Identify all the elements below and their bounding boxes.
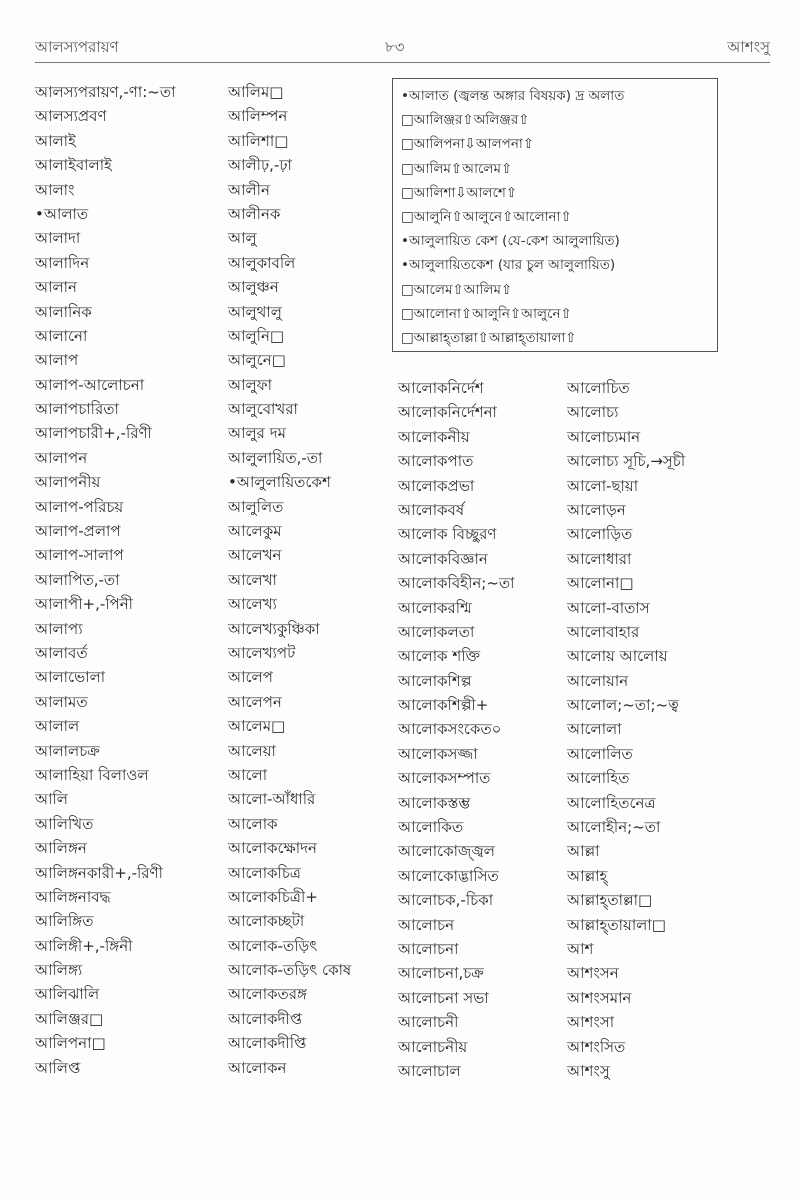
dictionary-entry: আলুনে□: [228, 351, 286, 370]
dictionary-entry: আলাইবালাই: [35, 156, 112, 175]
dictionary-entry: আলুর দম: [228, 424, 286, 443]
note-entry: □আলিশা⇩আলশে⇧: [401, 184, 518, 201]
note-entry: •আলুলায়িত কেশ (যে-কেশ আলুলায়িত): [401, 233, 620, 250]
dictionary-entry: আলোকচিত্রী+: [228, 887, 318, 906]
dictionary-entry: আলস্যপ্রবণ: [35, 107, 107, 126]
dictionary-entry: আলেপ: [228, 668, 273, 687]
dictionary-entry: আলোয় আলোয়: [567, 647, 668, 666]
note-entry: □আলোনা⇧আলুনি⇧আলুনে⇧: [401, 305, 572, 322]
dictionary-entry: আলোহিতনেত্র: [567, 793, 656, 812]
dictionary-entry: আশংসমান: [567, 988, 632, 1007]
dictionary-entry: আলীঢ়,-ঢ়া: [228, 156, 292, 175]
dictionary-entry: আল্লাহ্: [567, 866, 608, 885]
dictionary-entry: আলোনা□: [567, 574, 634, 593]
note-entry: •আলুলায়িতকেশ (যার চুল আলুলায়িত): [401, 257, 616, 274]
dictionary-entry: আলেখন: [228, 546, 282, 565]
dictionary-entry: আলাপন: [35, 448, 88, 467]
dictionary-entry: আলিঙ্গ্য: [35, 961, 83, 980]
dictionary-entry: আলোচিত: [567, 379, 630, 397]
dictionary-entry: আলিঝালি: [35, 985, 100, 1004]
dictionary-entry: আলুফা: [228, 375, 272, 394]
dictionary-entry: আলোকনির্দেশ: [398, 379, 484, 397]
dictionary-entry: আলোক শক্তি: [398, 647, 481, 666]
dictionary-entry: আলোকদীপ্তি: [228, 1034, 307, 1053]
dictionary-entry: আলাই: [35, 131, 76, 150]
dictionary-entry: আলোকোজ্জ্বল: [398, 842, 495, 861]
dictionary-entry: আলাপ: [35, 351, 79, 370]
dictionary-entry: আলিম্পন: [228, 107, 288, 126]
dictionary-entry: আলিঙ্গিত: [35, 912, 94, 931]
note-list: [401, 84, 717, 350]
dictionary-entry: আলোকক্ষোদন: [228, 839, 317, 858]
dictionary-entry: আল্লাহ্তাল্লা□: [567, 891, 653, 910]
dictionary-entry: আশংসু: [567, 1061, 610, 1080]
running-head: [35, 36, 770, 60]
dictionary-entry: আলোকোদ্ভাসিত: [398, 866, 499, 885]
dictionary-entry: আলাং: [35, 180, 75, 199]
dictionary-entry: আলোকবিহীন;~তা: [398, 574, 515, 593]
dictionary-entry: আলোক-তড়িৎ: [228, 936, 318, 955]
dictionary-entry: আলোহিত: [567, 769, 630, 788]
dictionary-entry: আলাপী+,-পিনী: [35, 595, 133, 614]
dictionary-entry: আশংসিত: [567, 1037, 626, 1056]
dictionary-entry: আলোহীন;~তা: [567, 818, 661, 837]
dictionary-entry: আলো-ছায়া: [567, 476, 639, 495]
dictionary-entry: আলু: [228, 229, 257, 248]
dictionary-entry: •আলাত: [35, 204, 89, 223]
dictionary-entry: আশংসা: [567, 1013, 615, 1032]
dictionary-entry: আলীন: [228, 180, 270, 199]
dictionary-entry: আলাপ-আলোচনা: [35, 375, 145, 394]
dictionary-entry: আলাপচারী+,-রিণী: [35, 424, 152, 443]
dictionary-entry: আলোচাল: [398, 1061, 461, 1080]
dictionary-entry: আলোকসম্পাত: [398, 769, 491, 788]
dictionary-entry: আলোকচ্ছটা: [228, 912, 305, 931]
dictionary-entry: •আলুলায়িতকেশ: [228, 473, 331, 492]
dictionary-entry: আলোচ্য সূচি,→সূচী: [567, 452, 686, 471]
dictionary-entry: আলোলা: [567, 720, 622, 739]
dictionary-entry: আলেখ্য: [228, 595, 277, 614]
dictionary-entry: আলোকসজ্জা: [398, 744, 478, 763]
dictionary-entry: আলাদিন: [35, 253, 90, 272]
dictionary-entry: আলাপিত,-তা: [35, 570, 120, 589]
dictionary-entry: আলোকচিত্র: [228, 863, 301, 882]
dictionary-entry: আলাদা: [35, 229, 81, 248]
dictionary-entry: আলাপ-সালাপ: [35, 546, 124, 565]
note-entry: •আলাত (জ্বলন্ত অঙ্গার বিষয়ক) দ্র অলাত: [401, 88, 625, 104]
dictionary-entry: আলোকপ্রভা: [398, 476, 475, 495]
dictionary-entry: আলোকনীয়: [398, 427, 470, 446]
word-column-2: [228, 80, 351, 1080]
dictionary-entry: আলুবোখরা: [228, 400, 298, 419]
dictionary-entry: আলিঙ্গনকারী+,-রিণী: [35, 863, 163, 882]
dictionary-entry: আলোকিত: [398, 818, 464, 837]
dictionary-entry: আলেখ্যকুঞ্চিকা: [228, 619, 320, 638]
note-entry: □আলুনি⇧আলুনে⇧আলোনা⇧: [401, 208, 572, 225]
dictionary-entry: আলিঞ্জর□: [35, 1009, 104, 1028]
word-column-1: [35, 80, 175, 1080]
dictionary-entry: আলো: [228, 765, 268, 784]
dictionary-entry: আলোক বিচ্ছুরণ: [398, 525, 497, 544]
dictionary-entry: আলেকুম: [228, 522, 282, 541]
note-entry: □আলিঞ্জর⇧অলিঞ্জর⇧: [401, 112, 530, 129]
dictionary-entry: আলুকাবলি: [228, 253, 296, 272]
dictionary-entry: আলোকলতা: [398, 622, 475, 641]
dictionary-entry: আলিঙ্গনাবদ্ধ: [35, 887, 111, 906]
dictionary-entry: আলোধারা: [567, 549, 632, 568]
dictionary-entry: আলুঞ্চন: [228, 278, 279, 297]
note-box: [392, 78, 718, 352]
dictionary-entry: আলোবাহার: [567, 622, 640, 641]
dictionary-entry: আলোকবিজ্ঞান: [398, 549, 488, 568]
word-column-3: [398, 376, 515, 1083]
dictionary-entry: আলাহিয়া বিলাওল: [35, 765, 149, 784]
dictionary-entry: আলোচনা: [398, 939, 459, 958]
dictionary-entry: আলোচনা,চক্র: [398, 964, 484, 983]
dictionary-entry: আলেম□: [228, 717, 286, 736]
dictionary-entry: আলাপ্য: [35, 619, 83, 638]
dictionary-entry: আলিপ্ত: [35, 1058, 81, 1077]
dictionary-entry: আলোলিত: [567, 744, 633, 763]
left-guide-word: আলস্যপরায়ণ: [35, 38, 119, 56]
dictionary-entry: আলোচ্যমান: [567, 427, 641, 446]
dictionary-entry: আল্লাহ্তায়ালা□: [567, 915, 666, 934]
dictionary-entry: আলুনি□: [228, 326, 285, 345]
dictionary-entry: আশংসন: [567, 964, 619, 983]
dictionary-entry: আলোকতরঙ্গ: [228, 985, 307, 1004]
dictionary-entry: আলস্যপরায়ণ,-ণা:~তা: [35, 83, 176, 101]
dictionary-entry: আলিখিত: [35, 814, 94, 833]
dictionary-entry: আশ: [567, 939, 594, 958]
dictionary-entry: আলুলায়িত,-তা: [228, 448, 323, 467]
dictionary-entry: আলোকরশ্মি: [398, 598, 472, 617]
dictionary-entry: আলোকন: [228, 1058, 287, 1077]
dictionary-entry: আলিঙ্গী+,-ঙ্গিনী: [35, 936, 133, 955]
dictionary-entry: আলোচ্য: [567, 403, 619, 422]
dictionary-entry: আলানো: [35, 326, 88, 345]
dictionary-entry: আলোয়ান: [567, 671, 629, 690]
dictionary-entry: আলামত: [35, 692, 88, 711]
dictionary-entry: আল্লা: [567, 842, 600, 861]
dictionary-entry: আলাপ-প্রলাপ: [35, 522, 121, 541]
dictionary-entry: আলোল;~তা;~ত্ব: [567, 696, 679, 715]
dictionary-entry: আলি: [35, 790, 68, 809]
dictionary-entry: আলিঙ্গন: [35, 839, 87, 858]
dictionary-entry: আলোক-তড়িৎ কোষ: [228, 961, 352, 980]
dictionary-entry: আলাপনীয়: [35, 473, 101, 492]
dictionary-entry: আলোচন: [398, 915, 455, 934]
dictionary-entry: আলোকস্তম্ভ: [398, 793, 471, 812]
dictionary-entry: আলাভোলা: [35, 668, 106, 687]
dictionary-entry: আলিশা□: [228, 131, 289, 150]
dictionary-entry: আলোড়ন: [567, 500, 626, 519]
dictionary-entry: আলো-আঁধারি: [228, 790, 316, 809]
dictionary-entry: আলোকনির্দেশনা: [398, 403, 497, 422]
dictionary-entry: আলোচনী: [398, 1013, 459, 1032]
dictionary-entry: আলাপ-পরিচয়: [35, 497, 124, 516]
dictionary-entry: আলিম□: [228, 83, 284, 101]
dictionary-entry: আলোকশিল্পী+: [398, 696, 489, 715]
dictionary-entry: আলোকশিল্প: [398, 671, 472, 690]
dictionary-entry: আলাপচারিতা: [35, 400, 119, 419]
dictionary-entry: আলেয়া: [228, 741, 276, 760]
dictionary-entry: আলোচক,-চিকা: [398, 891, 494, 910]
note-entry: □আলিপনা⇩আলপনা⇧: [401, 136, 535, 153]
dictionary-entry: আলানিক: [35, 302, 92, 321]
dictionary-entry: আলুথালু: [228, 302, 282, 321]
dictionary-entry: আলো-বাতাস: [567, 598, 650, 617]
page-number: ৮৩: [385, 38, 405, 56]
dictionary-entry: আলেখ্যপট: [228, 643, 296, 662]
right-guide-word: আশংসু: [727, 38, 770, 56]
dictionary-entry: আলাল: [35, 717, 80, 736]
dictionary-entry: আলোচনীয়: [398, 1037, 468, 1056]
dictionary-entry: আলাবর্ত: [35, 643, 88, 662]
dictionary-entry: আলীনক: [228, 204, 281, 223]
dictionary-entry: আলোকদীপ্ত: [228, 1009, 303, 1028]
dictionary-entry: আলোচনা সভা: [398, 988, 489, 1007]
dictionary-entry: আলেখা: [228, 570, 277, 589]
dictionary-entry: আলোকসংকেত০: [398, 720, 502, 739]
dictionary-entry: আলেপন: [228, 692, 282, 711]
dictionary-entry: আলোকবর্ষ: [398, 500, 465, 519]
note-entry: □আলিম⇧আলেম⇧: [401, 160, 513, 177]
dictionary-entry: আলোড়িত: [567, 525, 633, 544]
dictionary-entry: আলালচক্র: [35, 741, 100, 760]
dictionary-entry: আলোক: [228, 814, 278, 833]
note-entry: □আলেম⇧আলিম⇧: [401, 281, 513, 298]
header-rule: [35, 62, 770, 63]
note-entry: □আল্লাহ্তাল্লা⇧আল্লাহ্তায়ালা⇧: [401, 329, 577, 346]
word-column-4: [567, 376, 685, 1083]
dictionary-entry: আলিপনা□: [35, 1034, 106, 1053]
dictionary-entry: আলোকপাত: [398, 452, 474, 471]
dictionary-entry: আলান: [35, 278, 77, 297]
dictionary-entry: আলুলিত: [228, 497, 284, 516]
